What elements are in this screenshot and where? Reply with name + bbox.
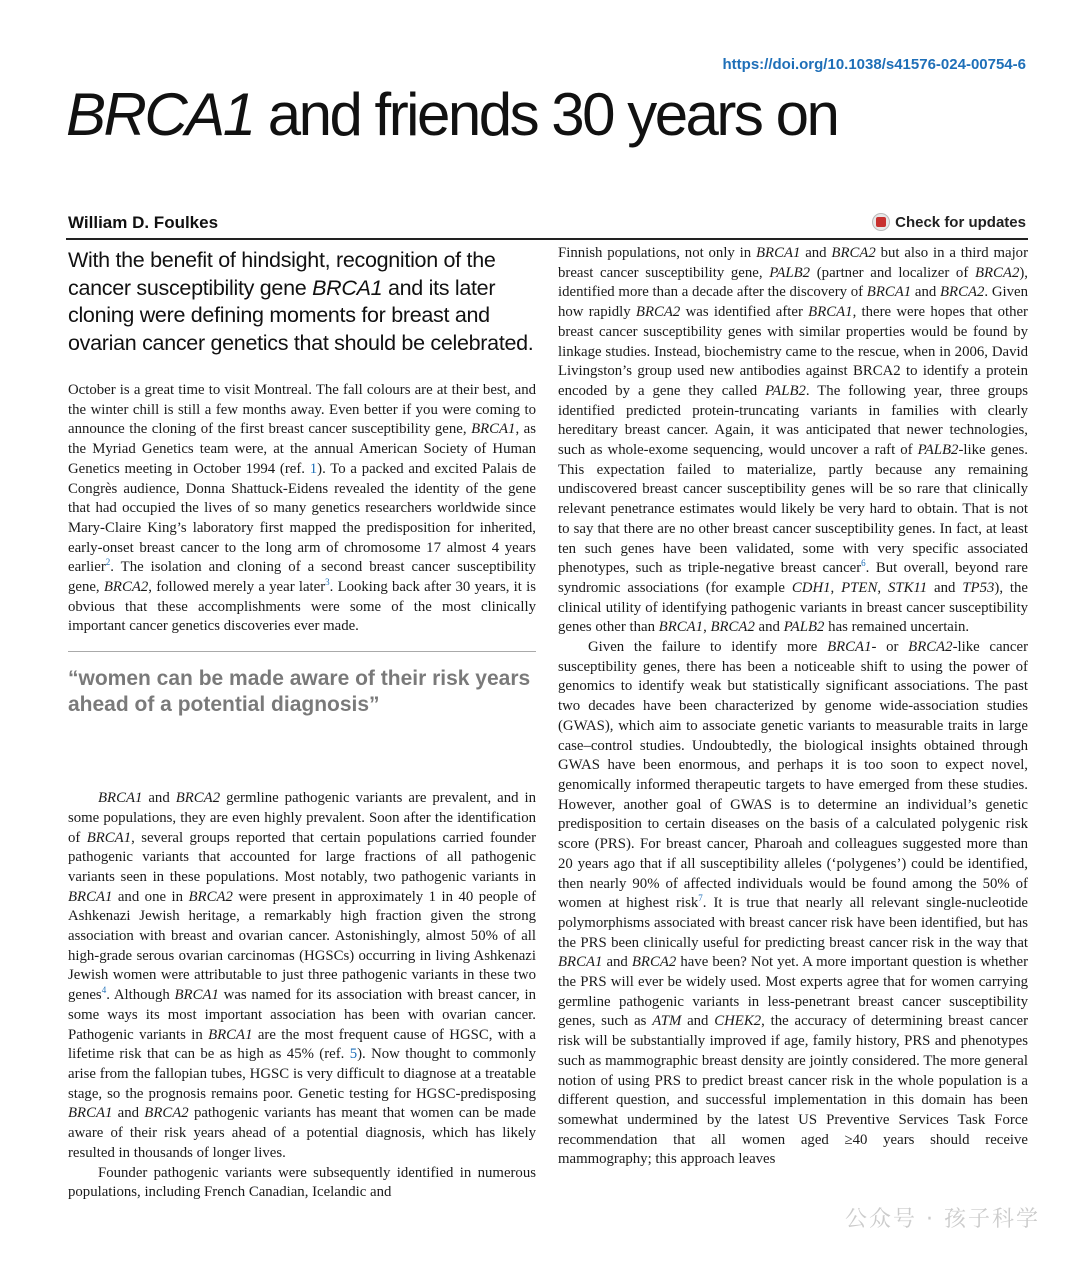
ref-link[interactable]: 2 [105,557,111,568]
header-divider [66,238,1028,240]
ref-link[interactable]: 6 [861,558,866,569]
doi-link[interactable]: https://doi.org/10.1038/s41576-024-00754-6 [722,56,1026,73]
ref-link[interactable]: 5 [349,1046,358,1063]
paragraph-populations: Founder pathogenic variants were subsequently identified in numerous populations, including French Canadian, Icelandic and [68,1164,536,1201]
pull-quote-box [68,651,536,789]
left-column [68,244,536,1203]
title-text: and friends 30 years on [253,81,838,148]
paragraph-gwas: Given the failure to identify more BRCA1- or BRCA2-like cancer susceptibility genes, there has been a noticeable shift to using the power of genomics to identify weak but statistically significant associations. The past two decades have been characterized by genome wide-association studies (GWAS), which aim to associate genetic variants to measurable traits in large case–control studies. Undoubtedly, the biological insights obtained through GWAS have been enormous, and perhaps it is too soon to expect novel, genomically informed therapeutic targets to have emerged from these studies. However, another goal of GWAS is to determine an individual’s genetic predisposition to certain diseases on the basis of a calculated polygenic risk score (PRS). For breast cancer, Pharoah and colleagues suggested more than 20 years ago that if all susceptibility alleles (‘polygenes’) could be identified, then nearly 90% of affected individuals would be found among the 50% of women at highest risk$^7$. It is true that nearly all relevant single-nucleotide polymorphisms associated with breast cancer risk have been identified, but has the PRS been clinically useful for predicting breast cancer risk in the way that BRCA1 and BRCA2 have been? Not yet. A more important question is whether the PRS will ever be widely used. Most experts agree that for women carrying germline pathogenic variants in less-penetrant breast cancer susceptibility genes, such as ATM and CHEK2, the accuracy of determining breast cancer risk will be substantially improved if age, family history, PRS and phenotypes such as mammographic breast density are jointly considered. The more general notion of using PRS to predict breast cancer risk in the whole population is a different question, and successful implementation in this domain has been somewhat undermined by the latest US Preventive Services Task Force recommendation that all women aged ≥40 years should receive mammography; this approach leaves [558,639,1028,1168]
right-column [558,244,1028,1170]
paragraph-intro: October is a great time to visit Montreal. The fall colours are at their best, and the winter chill is still a few months away. Even better if you were coming to announce the cloning of the first breast cancer susceptibility gene, BRCA1, as the Myriad Genetics team were, at the annual American Society of Human Genetics meeting in October 1994 (ref. 1). To a packed and excited Palais de Congrès audience, Donna Shattuck-Eidens revealed the identity of the gene that had occupied the lives of so many genetics researchers worldwide since Mary-Claire King’s laboratory first mapped the predisposition for inherited, early-onset breast cancer to the long arm of chromosome 17 almost 4 years earlier$^2$. The isolation and cloning of a second breast cancer susceptibility gene, BRCA2, followed merely a year later$^3$. Looking back after 30 years, it is obvious that these accomplishments were some of the most clinically important cancer genetics discoveries ever made. [68,382,536,635]
check-updates-label: Check for updates [895,213,1026,231]
article-title [66,80,837,149]
ref-link[interactable]: 7 [698,893,703,904]
ref-link[interactable]: 4 [101,985,107,996]
title-gene: BRCA1 [66,81,254,148]
pull-quote: “women can be made aware of their risk years ahead of a potential diagnosis” [68,667,531,717]
author-name[interactable]: William D. Foulkes [68,213,219,232]
watermark: 公众号 · 孩子科学 [845,1207,1040,1232]
paragraph-founder: BRCA1 and BRCA2 germline pathogenic variants are prevalent, and in some populations, they are even highly prevalent. Soon after the identification of BRCA1, several groups reported that certain populations carried founder pathogenic variants that accounted for large fractions of all pathogenic variants seen in these populations. Most notably, two pathogenic variants in BRCA1 and one in BRCA2 were present in approximately 1 in 40 people of Ashkenazi Jewish heritage, a remarkably high fraction given the strong association with breast and ovarian cancer. Astonishingly, almost 50% of all high-grade serous ovarian carcinomas (HGSCs) occurring in living Ashkenazi Jewish women were attributable to just three pathogenic variants in these two genes$^4$. Although BRCA1 was named for its association with breast cancer, in some ways its most important association has been with ovarian cancer. Pathogenic variants in BRCA1 are the most frequent cause of HGSC, with a lifetime risk that can be as high as 45% (ref. 5). Now thought to commonly arise from the fallopian tubes, HGSC is very difficult to diagnose at a treatable stage, so the prognosis remains poor. Genetic testing for HGSC-predisposing BRCA1 and BRCA2 pathogenic variants has meant that women can be made aware of their risk years ahead of a potential diagnosis, which has likely resulted in thousands of longer lives. [68,790,537,1161]
paragraph-palb2: Finnish populations, not only in BRCA1 and BRCA2 but also in a third major breast cancer susceptibility gene, PALB2 (partner and localizer of BRCA2), identified more than a decade after the discovery of BRCA1 and BRCA2. Given how rapidly BRCA2 was identified after BRCA1, there were hopes that other breast cancer susceptibility genes with similar properties would be found by linkage studies. Instead, biochemistry came to the rescue, when in 2006, David Livingston’s group used new antibodies against BRCA2 to identify a protein encoded by a gene they called PALB2. The following year, three groups identified predicted protein-truncating variants in families with clearly hereditary breast cancer. Again, it was anticipated that newer technologies, such as whole-exome sequencing, would uncover a raft of PALB2-like genes. This expectation failed to materialize, partly because any remaining undiscovered breast cancer susceptibility genes will be so rare that clinically relevant penetrance estimates would likely be very hard to obtain. That is not to say that there are no other breast cancer susceptibility genes. In fact, at least ten such genes have been validated, some with very specific associated phenotypes, such as triple-negative breast cancer$^6$. But overall, beyond rare syndromic associations (for example CDH1, PTEN, STK11 and TP53), the clinical utility of identifying pathogenic variants in breast cancer susceptibility genes other than BRCA1, BRCA2 and PALB2 has remained uncertain. [558,245,1029,636]
ref-link[interactable]: 3 [325,577,330,588]
bookmark-icon [872,213,890,231]
ref-link[interactable]: 1 [309,460,318,477]
check-updates-button[interactable] [872,213,1026,231]
standfirst: With the benefit of hindsight, recognition of the cancer susceptibility gene BRCA1 and its later cloning were defining moments for breast and ovarian cancer genetics that should be celebrated. [68,248,534,355]
